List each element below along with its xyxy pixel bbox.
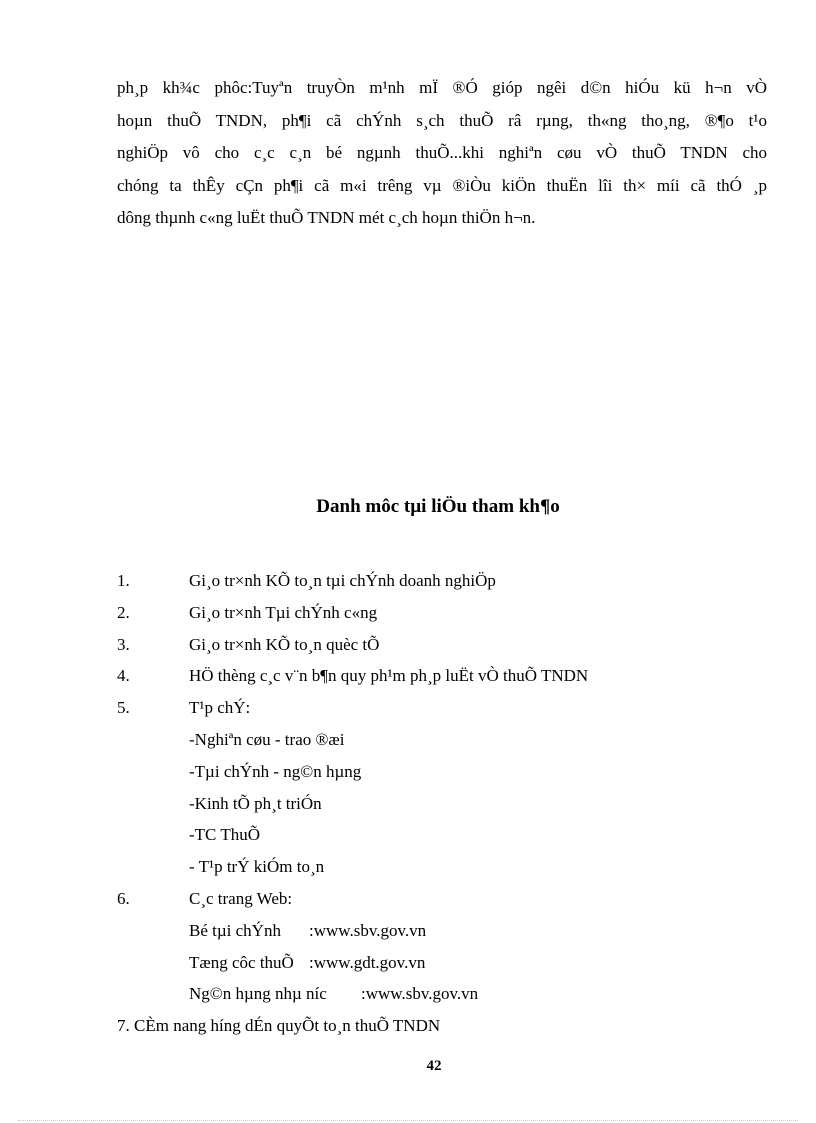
website-name: Bé tµi chÝnh bbox=[189, 920, 281, 940]
website-item bbox=[117, 915, 757, 947]
intro-line: ph¸p kh¾c phôc:Tuyªn truyÒn m¹nh mÏ ®Ó gióp ngêi d©n hiÓu kü h¬n vÒ bbox=[117, 78, 767, 97]
reference-number: 5. bbox=[117, 698, 130, 718]
reference-item bbox=[117, 629, 757, 661]
reference-text: Gi¸o tr×nh KÕ to¸n quèc tÕ bbox=[189, 634, 380, 654]
website-name: Ng©n hµng nhµ níc bbox=[189, 984, 327, 1004]
intro-line: nghiÖp vô cho c¸c c¸n bé ngµnh thuÕ...khi nghiªn cøu vÒ thuÕ TNDN cho bbox=[117, 143, 767, 162]
reference-number: 2. bbox=[117, 602, 130, 622]
website-item bbox=[117, 947, 757, 979]
website-item bbox=[117, 978, 757, 1010]
website-url[interactable]: :www.sbv.gov.vn bbox=[361, 984, 479, 1004]
reference-item bbox=[117, 565, 757, 597]
intro-line: hoµn thuÕ TNDN, ph¶i cã chÝnh s¸ch thuÕ râ rµng, th«ng tho¸ng, ®¶o t¹o bbox=[117, 110, 767, 130]
reference-item bbox=[117, 660, 757, 692]
reference-text: Gi¸o tr×nh KÕ to¸n tµi chÝnh doanh nghiÖp bbox=[189, 571, 496, 590]
journal-item bbox=[117, 724, 757, 756]
intro-line: dông thµnh c«ng luËt thuÕ TNDN mét c¸ch hoµn thiÖn h¬n. bbox=[117, 208, 536, 227]
reference-text: HÖ thèng c¸c v¨n b¶n quy ph¹m ph¸p luËt vÒ thuÕ TNDN bbox=[189, 666, 589, 686]
intro-line: chóng ta thÊy cÇn ph¶i cã m«i trêng vµ ®iÒu kiÖn thuËn lîi th× míi cã thÓ ¸p bbox=[117, 175, 767, 195]
website-name: Tæng côc thuÕ bbox=[189, 952, 294, 972]
reference-item bbox=[117, 692, 757, 724]
references-list bbox=[117, 565, 757, 1042]
reference-text: C¸c trang Web: bbox=[189, 888, 293, 908]
website-url[interactable]: :www.gdt.gov.vn bbox=[309, 952, 426, 972]
reference-text: Gi¸o tr×nh Tµi chÝnh c«ng bbox=[189, 602, 378, 622]
reference-number: 6. bbox=[117, 888, 130, 908]
journal-item bbox=[117, 851, 757, 883]
reference-item bbox=[117, 1010, 757, 1042]
journal-item bbox=[117, 756, 757, 788]
journal-name: -Nghiªn cøu - trao ®æi bbox=[189, 729, 345, 749]
reference-item bbox=[117, 883, 757, 915]
reference-text: 7. CÈm nang híng dÉn quyÕt to¸n thuÕ TNDN bbox=[117, 1016, 441, 1036]
journal-item bbox=[117, 788, 757, 820]
page-bottom-divider bbox=[18, 1120, 798, 1121]
journal-name: -Kinh tÕ ph¸t triÓn bbox=[189, 793, 322, 813]
references-heading: Danh môc tµi liÖu tham kh¶o bbox=[316, 496, 560, 517]
reference-number: 1. bbox=[117, 571, 130, 590]
journal-item bbox=[117, 819, 757, 851]
page-number: 42 bbox=[426, 1058, 442, 1074]
intro-paragraph bbox=[117, 72, 767, 235]
reference-text: T¹p chÝ: bbox=[189, 698, 251, 718]
reference-number: 4. bbox=[117, 666, 130, 686]
website-url[interactable]: :www.sbv.gov.vn bbox=[309, 920, 427, 940]
journal-name: - T¹p trÝ kiÓm to¸n bbox=[189, 857, 325, 877]
journal-name: -Tµi chÝnh - ng©n hµng bbox=[189, 761, 362, 781]
reference-item bbox=[117, 597, 757, 629]
reference-number: 3. bbox=[117, 634, 130, 654]
journal-name: -TC ThuÕ bbox=[189, 825, 260, 845]
